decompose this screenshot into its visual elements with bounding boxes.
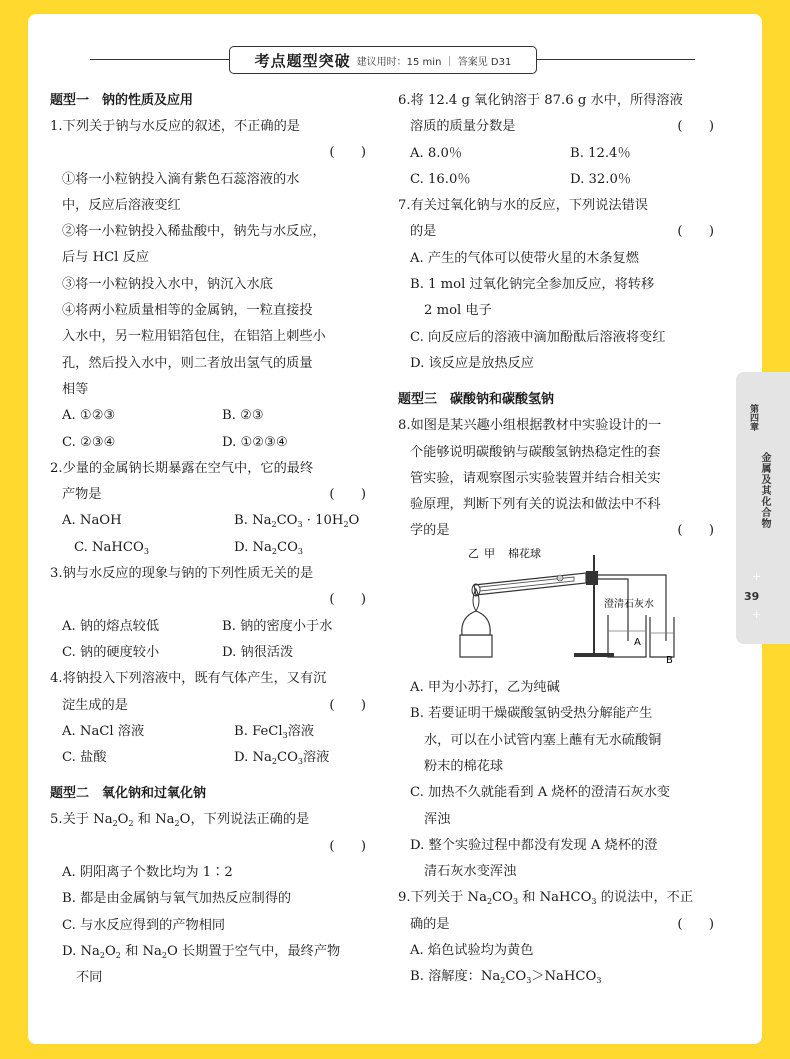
q4-stem-cont [50, 693, 370, 719]
q4-stem: 4.将钠投入下列溶液中，既有气体产生，又有沉 [50, 671, 327, 687]
q2-d-sub: 3 [297, 546, 303, 556]
question-5 [50, 807, 370, 991]
q1-option-d[interactable]: D. ①②③④ [222, 434, 288, 450]
banner-rule-left [90, 59, 229, 60]
label-cotton: 棉花球 [508, 546, 541, 560]
q1-statement: 孔，然后投入水中，则二者放出氢气的质量 [62, 355, 313, 371]
q3-option-d[interactable]: D. 钠很活泼 [222, 644, 294, 660]
q2-d-sub: 2 [271, 546, 277, 556]
q2-b-sub: 2 [271, 520, 277, 530]
q8-stem-cont [398, 518, 718, 544]
q5-option-d-cont: 不同 [76, 970, 103, 986]
q7-answer-blank[interactable]: ( ) [677, 224, 714, 240]
banner-rule-right [535, 59, 695, 60]
q2-stem-text: 产物是 [62, 487, 102, 503]
q4-option-c[interactable]: C. 盐酸 [62, 750, 107, 766]
q4-d-sub: 3 [297, 757, 303, 767]
question-6 [398, 88, 718, 193]
q3-option-b[interactable]: B. 钠的密度小于水 [222, 618, 333, 634]
q9-text: 的说法中，不正 [596, 890, 694, 906]
q1-statement: ③将一小粒钠投入水中，钠沉入水底 [62, 276, 273, 292]
question-8 [398, 413, 718, 885]
q5-option-b[interactable]: B. 都是由金属钠与氧气加热反应制得的 [62, 891, 292, 907]
plus-icon: + [752, 570, 762, 583]
q5-d-text: O 长期置于空气中，最终产物 [166, 943, 341, 959]
label-a: A [634, 636, 641, 648]
q4-option-a[interactable]: A. NaCl 溶液 [62, 723, 145, 739]
q6-option-b[interactable]: B. 12.4％ [570, 145, 631, 161]
q5-option-c[interactable]: C. 与水反应得到的产物相同 [62, 917, 226, 933]
label-limewater: 澄清石灰水 [604, 598, 654, 610]
q9-answer-blank[interactable]: ( ) [677, 916, 714, 932]
q2-b-sub: 3 [297, 520, 303, 530]
q1-statement: 中，反应后溶液变红 [62, 197, 181, 213]
q2-option-b[interactable] [222, 508, 372, 534]
q1-stem: 1.下列关于钠与水反应的叙述，不正确的是 [50, 119, 300, 134]
q9-stem-cont [398, 912, 718, 938]
q3-stem: 3.钠与水反应的现象与钠的下列性质无关的是 [50, 566, 314, 582]
q2-stem-cont [50, 482, 370, 508]
apparatus-diagram [456, 545, 676, 665]
q3-option-c[interactable]: C. 钠的硬度较小 [62, 644, 160, 660]
q6-stem-text: 溶质的质量分数是 [410, 119, 516, 135]
q8-answer-blank[interactable]: ( ) [677, 523, 714, 539]
q8-option-d-cont: 清石灰水变浑浊 [424, 864, 517, 880]
q5-sub: 2 [174, 819, 180, 829]
delivery-tube-a [598, 579, 628, 641]
q6-stem: 6.将 12.4 g 氧化钠溶于 87.6 g 水中，所得溶液 [398, 93, 683, 108]
q5-answer-blank[interactable]: ( ) [329, 838, 366, 854]
section-banner [229, 46, 537, 74]
q1-option-b[interactable]: B. ②③ [222, 408, 264, 424]
q8-stem-cont: 个能够说明碳酸钠与碳酸氢钠热稳定性的套 [410, 444, 661, 460]
q7-stem-text: 的是 [410, 224, 437, 240]
beaker-a [608, 615, 646, 657]
q8-stem-text: 学的是 [410, 523, 450, 539]
q5-d-text: O [104, 943, 116, 959]
q5-option-d[interactable] [50, 939, 370, 965]
question-4 [50, 666, 370, 771]
question-3 [50, 561, 370, 666]
q9-sub: 2 [486, 897, 493, 907]
q1-statement: ①将一小粒钠投入滴有紫色石蕊溶液的水 [62, 171, 300, 187]
q1-statement: 相等 [62, 381, 89, 397]
q8-stem-cont: 管实验，请观察图示实验装置并结合相关实 [410, 470, 661, 486]
q4-d-text: D. Na [234, 750, 272, 766]
q8-option-a[interactable]: A. 甲为小苏打，乙为纯碱 [410, 680, 560, 696]
q8-option-b[interactable]: B. 若要证明干燥碳酸氢钠受热分解能产生 [410, 706, 653, 722]
label-jia: 甲 [484, 546, 495, 560]
q5-text: O，下列说法正确的是 [179, 812, 310, 828]
q1-statement: ④将两小粒质量相等的金属钠，一粒直接投 [62, 303, 313, 319]
q7-option-b-cont: 2 mol 电子 [424, 303, 492, 319]
stopper [586, 571, 598, 585]
q4-option-d[interactable] [222, 745, 372, 771]
q2-d-text: CO [276, 539, 298, 555]
q5-d-sub: 2 [161, 950, 167, 960]
section-heading-3: 题型三 碳酸钠和碳酸氢钠 [398, 392, 555, 408]
q4-stem-text: 淀生成的是 [62, 697, 128, 713]
q4-b-text: 溶液 [287, 723, 315, 739]
alcohol-lamp [462, 611, 490, 635]
q4-d-text: 溶液 [302, 750, 330, 766]
q9-b-sub: 2 [500, 976, 506, 986]
q6-stem-cont [398, 114, 718, 140]
q9-b-sub: 3 [596, 976, 602, 986]
q5-sub: 2 [128, 819, 134, 829]
q2-option-d[interactable] [222, 535, 372, 561]
q9-option-a[interactable]: A. 焰色试验均为黄色 [410, 943, 534, 959]
q9-b-text: CO [505, 969, 527, 985]
q1-option-a[interactable]: A. ①②③ [62, 408, 116, 424]
q4-d-text: CO [276, 750, 298, 766]
q5-text: O [117, 812, 129, 828]
q4-option-b[interactable] [222, 719, 372, 745]
q2-b-sub: 2 [343, 520, 349, 530]
chapter-side-tab [736, 372, 790, 644]
q2-option-c[interactable] [50, 535, 222, 561]
banner-meta: 建议用时：15 min ｜ 答案见 D31 [356, 56, 512, 68]
q8-option-b-cont: 粉末的棉花球 [424, 758, 504, 774]
q9-option-b[interactable] [398, 964, 718, 990]
q9-stem-text: 确的是 [410, 916, 450, 932]
q1-option-c[interactable]: C. ②③④ [62, 434, 116, 450]
q6-option-c[interactable]: C. 16.0％ [410, 171, 471, 187]
cotton-ball [557, 575, 563, 581]
section-heading-2: 题型二 氧化钠和过氧化钠 [50, 786, 207, 802]
question-1 [50, 114, 370, 456]
question-9 [398, 885, 718, 990]
q1-statement: ②将一小粒钠投入稀盐酸中，钠先与水反应， [62, 224, 326, 240]
banner-title: 考点题型突破 [254, 51, 351, 70]
left-column [50, 88, 370, 992]
q4-answer-blank[interactable]: ( ) [329, 697, 366, 713]
q8-stem: 8.如图是某兴趣小组根据教材中实验设计的一 [398, 418, 662, 434]
q4-d-sub: 2 [271, 757, 277, 767]
q2-b-text: B. Na [234, 513, 272, 529]
q5-text: 和 Na [133, 812, 175, 828]
q3-option-a[interactable]: A. 钠的熔点较低 [62, 618, 160, 634]
q2-option-a[interactable]: A. NaOH [62, 513, 122, 529]
q5-d-sub: 2 [115, 950, 121, 960]
page-number: 39 [744, 590, 760, 603]
q8-option-c-cont: 浑浊 [424, 811, 451, 827]
question-7 [398, 193, 718, 377]
q9-stem [398, 885, 718, 911]
q2-d-text: D. Na [234, 539, 272, 555]
q2-c-text: C. NaHCO [74, 539, 144, 555]
q5-d-text: D. Na [62, 943, 100, 959]
q7-option-b[interactable]: B. 1 mol 过氧化钠完全参加反应，将转移 [410, 277, 655, 293]
chapter-title: 金属及其化合物 [759, 452, 770, 529]
q8-stem-cont: 验原理，判断下列有关的说法和做法中不科 [410, 497, 661, 513]
q2-c-sub: 3 [143, 546, 149, 556]
plus-icon: + [752, 608, 762, 621]
q5-stem [50, 807, 370, 833]
q6-option-a[interactable]: A. 8.0％ [410, 145, 463, 161]
label-yi: 乙 [468, 546, 479, 560]
q7-stem-cont [398, 219, 718, 245]
q9-b-text: ＞NaHCO [531, 969, 597, 985]
section-heading-1: 题型一 钠的性质及应用 [50, 93, 194, 108]
q5-d-text: 和 Na [120, 943, 162, 959]
q3-answer-blank[interactable]: ( ) [329, 592, 366, 608]
q7-stem: 7.有关过氧化钠与水的反应，下列说法错误 [398, 198, 648, 214]
q9-text: 9.下列关于 Na [398, 890, 487, 906]
q1-answer-blank[interactable]: ( ) [329, 145, 366, 161]
q8-option-c[interactable]: C. 加热不久就能看到 A 烧杯的澄清石灰水变 [410, 785, 671, 801]
q5-d-sub: 2 [99, 950, 105, 960]
q2-stem: 2.少量的金属钠长期暴露在空气中，它的最终 [50, 460, 314, 476]
q9-b-text: B. 溶解度：Na [410, 969, 501, 985]
chapter-label: 第四章 [748, 404, 758, 431]
q1-statement: 入水中，另一粒用铝箔包住，在铝箔上刺些小 [62, 329, 326, 345]
q7-option-a[interactable]: A. 产生的气体可以使带火星的木条复燃 [410, 250, 639, 266]
beaker-b [650, 617, 674, 657]
burner-base [460, 635, 492, 657]
q6-option-d[interactable]: D. 32.0％ [570, 171, 632, 187]
q8-option-d[interactable]: D. 整个实验过程中都没有发现 A 烧杯的澄 [410, 837, 658, 853]
q5-option-a[interactable]: A. 阴阳离子个数比均为 1∶2 [62, 865, 233, 881]
q5-sub: 2 [112, 819, 118, 829]
q9-text: CO [492, 890, 513, 906]
q9-sub: 3 [591, 897, 597, 907]
q2-b-text: · 10H [302, 513, 344, 529]
q2-b-text: CO [276, 513, 298, 529]
q2-b-text: O [348, 513, 360, 529]
q2-answer-blank[interactable]: ( ) [329, 487, 366, 503]
q9-sub: 3 [512, 897, 519, 907]
q9-text: 和 NaHCO [518, 890, 592, 906]
q6-answer-blank[interactable]: ( ) [677, 119, 714, 135]
q1-statement: 后与 HCl 反应 [62, 250, 149, 266]
label-b: B [666, 654, 673, 665]
q5-text: 5.关于 Na [50, 812, 113, 828]
q7-option-d[interactable]: D. 该反应是放热反应 [410, 355, 534, 371]
q4-b-sub: 3 [282, 730, 288, 740]
q8-option-b-cont: 水，可以在小试管内塞上蘸有无水硫酸铜 [424, 732, 662, 748]
outer-test-tube [474, 573, 586, 595]
question-2 [50, 456, 370, 561]
right-column [398, 88, 718, 991]
q9-b-sub: 3 [526, 976, 532, 986]
q7-option-c[interactable]: C. 向反应后的溶液中滴加酚酞后溶液将变红 [410, 329, 666, 345]
q4-b-text: B. FeCl [234, 723, 283, 739]
